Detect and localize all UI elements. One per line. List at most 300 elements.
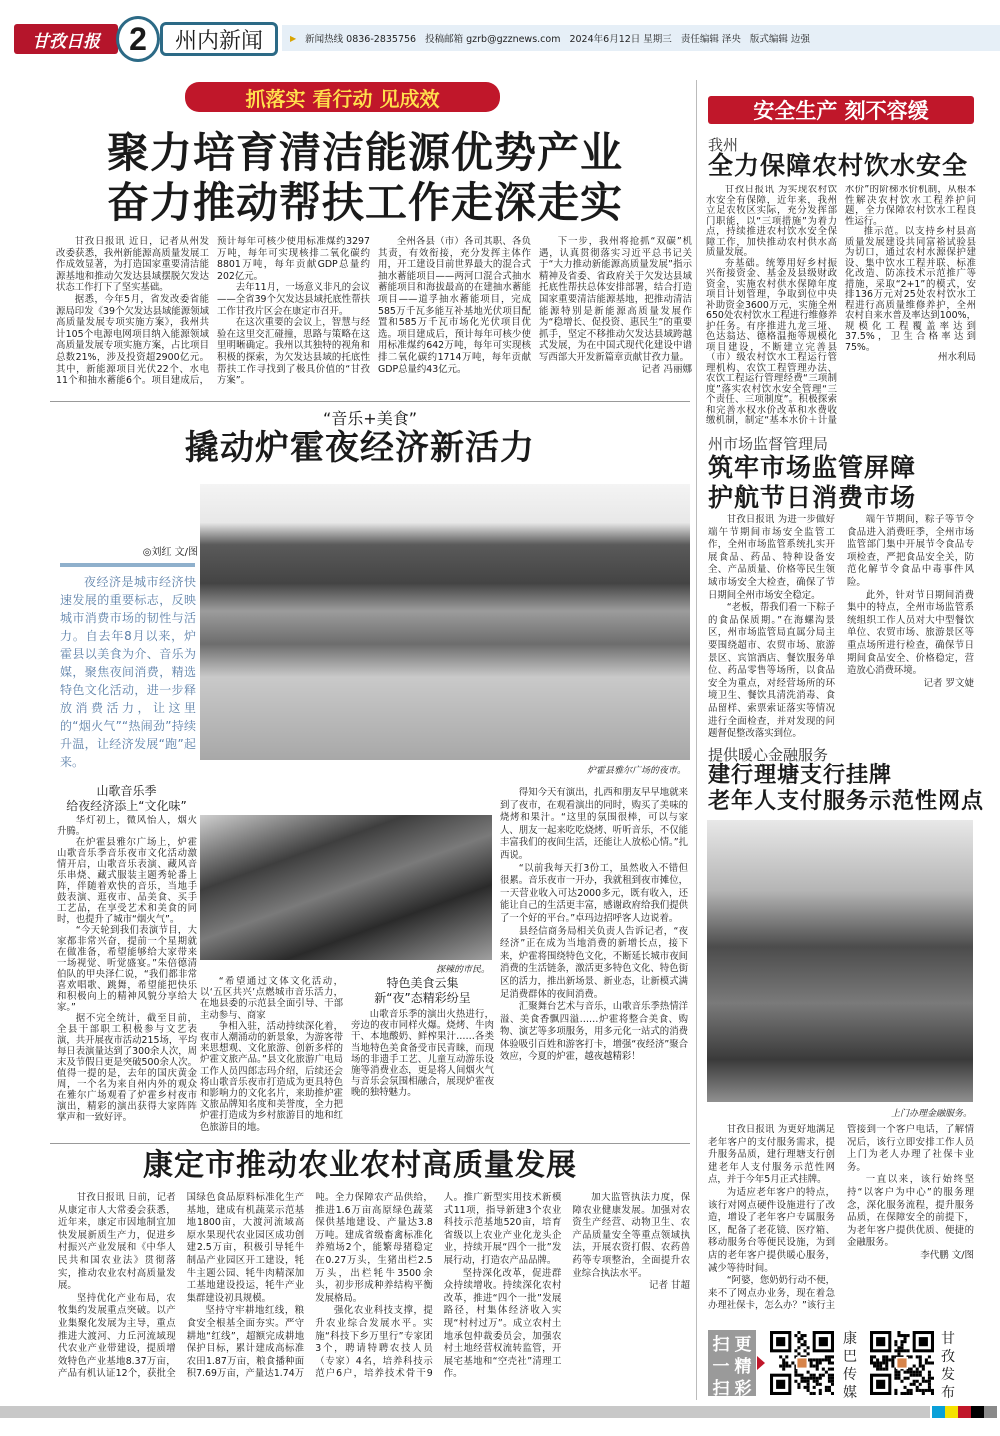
- qr-module: [897, 1346, 900, 1349]
- paragraph: 一直以来，该行始终坚持“以客户为中心”的服务理念，深化服务流程，提升服务品质，在保障安全的前提下，为老年客户提供优质、便捷的金融服务。: [847, 1174, 974, 1249]
- qr-module: [900, 1380, 903, 1383]
- scan-char: 扫: [712, 1379, 730, 1399]
- qr-module: [913, 1365, 916, 1368]
- qr-module: [897, 1334, 900, 1337]
- qr-module: [897, 1358, 906, 1367]
- qr-module: [800, 1377, 803, 1380]
- qr-module: [894, 1374, 897, 1377]
- header-info-strip: [282, 25, 1000, 51]
- qr-module: [807, 1377, 810, 1380]
- qr-module: [907, 1371, 910, 1374]
- email: 投稿邮箱 gzrb@gzznews.com: [425, 34, 561, 45]
- qr-module: [828, 1374, 831, 1377]
- qr-module: [813, 1386, 816, 1389]
- author: 记者 罗文婕: [923, 677, 974, 689]
- qr-module: [782, 1368, 785, 1371]
- qr-module: [904, 1377, 907, 1380]
- safety-banner: 安全生产 刻不容缓: [708, 96, 974, 124]
- qr-module: [813, 1392, 816, 1395]
- bank-photo-caption: 上门办理金融服务。: [890, 1109, 972, 1119]
- scan-char: 更: [734, 1335, 752, 1355]
- qr-module: [925, 1361, 928, 1364]
- paragraph: 据悉，今年5月，省发改委省能源局印发《39个欠发达县域能源领域高质量发展专项实施方案》，我州共计105个电源电网项目纳入能源领域高质量发展专项实施方案，占比项目总数21%，涉及投资超2900亿元。其中，新能源项目光伏22个、水电11个和抽水蓄能6个。项目建成后，预计每年可核少使用标准煤约3297万吨，每年可实现核排二氧化碳约8801万吨，每年贡献GDP总量约202亿元。: [56, 236, 370, 387]
- qr-module: [807, 1383, 810, 1386]
- paragraph: “今天轮到我们表演节目，大家都非常兴奋，提前一个星期就在做准备，希望能够给大家带来一场视觉、听觉盛宴。”朱倍德清伯队的甲央泽仁说，“我们都非常喜欢唱歌、跳舞，希望能把快乐和积极向上的精神风貌分享给大家。”: [57, 925, 197, 1013]
- author: 李代鹏 文/图: [920, 1249, 974, 1261]
- article1-title: [40, 128, 690, 228]
- qr-module: [794, 1349, 797, 1352]
- editor: 责任编辑 泽央: [680, 34, 741, 45]
- water-title: 全力保障农村饮水安全: [708, 151, 969, 180]
- qr-module: [810, 1358, 813, 1361]
- qr-module: [922, 1389, 925, 1392]
- qr-module: [797, 1352, 800, 1355]
- color-swatch: [958, 1406, 971, 1418]
- qr-module: [785, 1361, 788, 1364]
- qr-module: [776, 1380, 785, 1389]
- title-line: 护航节日消费市场: [708, 483, 917, 512]
- qr-module: [913, 1380, 916, 1383]
- water-kicker: 我州: [708, 136, 739, 154]
- qr-module: [822, 1374, 825, 1377]
- qr-module: [819, 1358, 822, 1361]
- qr-module: [831, 1361, 834, 1364]
- qr-module: [797, 1358, 806, 1367]
- qr-module: [900, 1343, 903, 1346]
- qr-module: [816, 1368, 819, 1371]
- qr-module: [813, 1358, 816, 1361]
- bank-service-photo: [707, 820, 973, 1102]
- qr-module: [919, 1365, 922, 1368]
- qr-module: [910, 1374, 913, 1377]
- paragraph: 甘孜日报讯 为更好地满足老年客户的支付服务需求，提升服务品质，建行理塘支行创建老年人支付服务示范性网点，并于今年5月正式挂牌。: [708, 1124, 835, 1186]
- photo1-caption: 炉霍县雅尔广场的夜市。: [586, 766, 686, 776]
- qr-module: [894, 1377, 897, 1380]
- paragraph: 华灯初上，微风怡人，烟火升腾。: [57, 815, 197, 837]
- article2-byline: ◎刘红 文/图: [142, 547, 198, 558]
- article2-intro: 夜经济是城市经济快速发展的重要标志，反映城市消费市场的韧性与活力。自去年8月以来，炉霍县以美食为介、音乐为媒，聚焦夜间消费，精选特色文化活动，进一步释放消费活力，让这里的“烟火气”“热闹劲”持续升温，让经济发展“跑”起来。: [60, 575, 196, 769]
- divider: [50, 401, 690, 402]
- qr-module: [831, 1368, 834, 1371]
- qr-module: [813, 1377, 816, 1380]
- qr-module: [776, 1337, 785, 1346]
- qr-module: [797, 1337, 800, 1340]
- qr-module: [782, 1361, 785, 1364]
- qr-module: [825, 1358, 828, 1361]
- qr-module: [919, 1389, 922, 1392]
- article1-body: [56, 236, 692, 398]
- qr-module: [807, 1389, 810, 1392]
- qr-module: [831, 1383, 834, 1386]
- qr-module: [816, 1377, 819, 1380]
- bank-kicker: 提供暖心金融服务: [708, 746, 829, 764]
- qr-module: [794, 1374, 797, 1377]
- qr-module: [916, 1374, 919, 1377]
- main-banner: 抓落实 看行动 见成效: [185, 82, 500, 112]
- paragraph: 端午节期间，粽子等节令食品进入消费旺季，全州市场监管部门集中开展节令食品专项检查，严把食品安全关，防范化解节令食品中毒事件风险。: [847, 514, 974, 588]
- qr-module: [922, 1368, 925, 1371]
- qr-module: [876, 1358, 879, 1361]
- qr-module: [928, 1374, 931, 1377]
- qr-module: [913, 1371, 916, 1374]
- qr-module: [900, 1349, 903, 1352]
- qr-module: [807, 1346, 810, 1349]
- article2-right-column: [500, 787, 688, 1139]
- article2-left-column: [57, 815, 197, 1141]
- qr-module: [910, 1389, 913, 1392]
- qr-module: [779, 1365, 782, 1368]
- qr-module: [931, 1361, 934, 1364]
- author: 记者 甘超: [648, 1280, 690, 1292]
- article3-title: 康定市推动农业农村高质量发展: [143, 1148, 577, 1183]
- qr-module: [904, 1392, 907, 1395]
- qr-module: [897, 1352, 900, 1355]
- qr-module: [791, 1361, 794, 1364]
- qr-module: [831, 1377, 834, 1380]
- qr-module: [870, 1358, 873, 1361]
- qr-module: [819, 1374, 822, 1377]
- qr-module: [782, 1358, 785, 1361]
- qr-module: [916, 1380, 919, 1383]
- qr-module: [828, 1389, 831, 1392]
- qr-module: [794, 1334, 797, 1337]
- paragraph: 甘孜日报讯 为实现农村饮水安全有保障，近年来，我州立足农牧区实际，充分发挥部门职能，以“三项措施”为着力点，持续推进农村饮水安全保障工作，加快推动农村供水高质量发展。: [706, 185, 837, 258]
- qr-module: [882, 1355, 885, 1358]
- arrow-right-icon: [757, 1356, 765, 1370]
- qr-module: [816, 1365, 819, 1368]
- qr-module: [888, 1358, 891, 1361]
- article2-subheading-1: [58, 784, 195, 814]
- page-number: 2: [116, 16, 160, 62]
- title-line: 奋力推动帮扶工作走深走实: [106, 178, 623, 227]
- qr-module: [813, 1365, 816, 1368]
- qr-code-kangba[interactable]: [770, 1331, 834, 1395]
- qr-module: [897, 1371, 900, 1374]
- qr-module: [910, 1371, 913, 1374]
- color-swatch: [984, 1406, 997, 1418]
- title-line: 聚力培育清洁能源优势产业: [106, 128, 623, 177]
- qr-module: [825, 1386, 828, 1389]
- layout-editor: 版式编辑 边强: [749, 34, 810, 45]
- paragraph: 在炉霍县雅尔广场上，炉霍山歌音乐季音乐夜市文化活动激情开启，山歌音乐表演、藏风音乐串烧、藏式服装主题秀轮番上阵，伴随着欢快的音乐，当地手鼓表演、逛夜市、品美食、买手工艺品，在享受艺术和美食的同时，也提升了城市“烟火气”。: [57, 837, 197, 925]
- qr-module: [816, 1361, 819, 1364]
- qr-module: [928, 1371, 931, 1374]
- qr-module: [919, 1358, 922, 1361]
- qr-module: [907, 1389, 910, 1392]
- qr-module: [876, 1368, 879, 1371]
- qr-module: [876, 1365, 879, 1368]
- qr-module: [810, 1365, 813, 1368]
- qr-module: [797, 1374, 800, 1377]
- qr-module: [919, 1371, 922, 1374]
- qr-module: [919, 1361, 922, 1364]
- paragraph: 得知今天有演出，扎西和朋友早早地就来到了夜市，在观看演出的同时，购买了美味的烧烤和果汁。“这里的氛围很棒，可以与家人、朋友一起来吃吃烧烤、听听音乐，不仅能丰富我们的夜间生活，还能让人放松心情。”扎西说。: [500, 787, 688, 861]
- paragraph: 为适应老年客户的特点，该行对网点硬件设施进行了改造，增设了老年客户专属服务区，配备了老花镜、医疗箱、移动服务台等便民设施，为到店的老年客户提供暖心服务，减少等待时间。: [708, 1186, 835, 1274]
- qr-module: [876, 1337, 885, 1346]
- qr-module: [782, 1365, 785, 1368]
- qr-module: [785, 1355, 788, 1358]
- paragraph: 山歌音乐季的演出火热进行，旁边的夜市同样火爆。烧烤、牛肉干、本地酸奶、鲜榨果汁……各类当地特色美食备受市民青睐，而现场的非遗手工艺、儿童互动游乐设施等消费业态，更是将人间烟火气与音乐会氛围相融合，展现炉霍夜晚的独特魅力。: [351, 1009, 494, 1099]
- title-line: 筑牢市场监管屏障: [708, 453, 917, 482]
- qr-module: [828, 1380, 831, 1383]
- qr-module: [894, 1349, 897, 1352]
- qr-module: [831, 1374, 834, 1377]
- market-body: [708, 514, 974, 744]
- qr-module: [900, 1334, 903, 1337]
- paragraph: “老板，帮我们看一下粽子的食品保质期。”在海螺沟景区，州市场监管局直属分局主要围绕超市、农贸市场、旅游景区、宾馆酒店、餐饮服务单位、药品零售等场所，以食品安全为重点，对经营场所的环境卫生、餐饮具清洗消毒、食品留样、索票索证落实等情况进行全面检查，并对发现的问题督促整改落实到位。: [708, 602, 835, 740]
- paragraph: 在这次重要的会议上，智慧与经验在这里交汇碰撞，思路与策略在这里明晰确定。我州以其独特的视角和积极的探索，为欠发达县域的托底性帮扶工作寻找到了极具价值的“甘孜方案”。: [217, 317, 370, 387]
- qr-module: [831, 1355, 834, 1358]
- qr-module: [882, 1361, 885, 1364]
- qr-module: [907, 1349, 910, 1352]
- qr-module: [822, 1368, 825, 1371]
- paragraph: 强化农业科技支撑，提升农业综合发展水平。实施“科技下乡万里行”专家团3个，聘请特聘农技人员（专家）4名，培养科技示范户6户，培养技术骨干9人。推广新型实用技术新模式11项，指导新建3个农业科技示范基地520亩，培育省级以上农业产业化龙头企业，持续开展“四个一批”发展行动，打造农产品品牌。: [315, 1192, 562, 1380]
- column-divider: [696, 80, 697, 1400]
- qr-module: [831, 1380, 834, 1383]
- qr-module: [919, 1355, 922, 1358]
- qr-module: [797, 1386, 800, 1389]
- subheading-line: 给夜经济添上“文化味”: [66, 799, 187, 813]
- divider: [50, 1143, 690, 1144]
- market-visitors-photo: [200, 815, 492, 960]
- scan-char: 扫: [712, 1335, 730, 1355]
- qr-module: [828, 1386, 831, 1389]
- qr-module: [779, 1355, 782, 1358]
- qr-module: [810, 1374, 813, 1377]
- qr-module: [919, 1337, 928, 1346]
- qr-module: [916, 1386, 919, 1389]
- qr-module: [907, 1377, 910, 1380]
- qr-module: [804, 1380, 807, 1383]
- qr-module: [819, 1392, 822, 1395]
- qr-module: [882, 1368, 885, 1371]
- qr-module: [910, 1383, 913, 1386]
- qr-module: [813, 1374, 816, 1377]
- bank-body: [708, 1124, 974, 1318]
- qr-module: [873, 1365, 876, 1368]
- paragraph: 坚持守牢耕地红线，粮食安全根基全面夯实。严守耕地“红线”，超额完成耕地保护目标，累计建成高标准农田1.87万亩，粮食播种面积7.69万亩，产量达1.74万吨。全力保障农产品供给，推进1.6万亩高原绿色蔬菜保供基地建设、产量达3.8万吨。建成省级畜禽标准化养殖场2个，能繁母猪稳定在0.27万头，生猪出栏2.5万头，出栏牦牛3500余头，初步形成种养结构平衡发展格局。: [186, 1192, 433, 1380]
- qr-module: [885, 1358, 888, 1361]
- qr-module: [825, 1355, 828, 1358]
- qr-module: [894, 1340, 897, 1343]
- qr-module: [816, 1383, 819, 1386]
- paragraph: 加大监管执法力度，保障农业健康发展。加强对农资生产经营、动物卫生、农产品质量安全等重点领域执法，开展农资打假、农药兽药等专项整治，全面提升农业综合执法水平。: [572, 1192, 690, 1279]
- qr-module: [885, 1355, 888, 1358]
- paragraph: 坚持优化产业布局，农牧集约发展重点突破。以产业集聚化发展为主导，重点推进大渡河、力丘河流域现代农业产业带建设，提质增效特色产业基地8.37万亩，产品有机认证12个，获批全国绿色食品原料标准化生产基地，建成有机蔬菜示范基地1800亩，大渡河流域高原水果现代农业园区成功创建2.5万亩，积极引导牦牛制品产业园区开工建设，牦牛主题公园、牦牛肉精深加工基地建设投运，牦牛产业集群建设初具规模。: [58, 1192, 305, 1380]
- qr-module: [931, 1392, 934, 1395]
- paragraph: 汇聚舞台艺术与音乐，山歌音乐季热情洋溢、美食香飘四溢……炉霍将整合美食、购物、演艺等多项服务，用多元化一站式的消费体验吸引百姓和游客打卡，增强“夜经济”聚合效应，今夏的炉霍，越夜越精彩！: [500, 1001, 688, 1063]
- qr-module: [885, 1368, 888, 1371]
- qr-module: [828, 1361, 831, 1364]
- color-swatch: [971, 1406, 984, 1418]
- qr-module: [804, 1340, 807, 1343]
- qr-module: [879, 1368, 882, 1371]
- qr-module: [873, 1355, 876, 1358]
- qr-module: [785, 1365, 788, 1368]
- scan-char: 一: [712, 1357, 730, 1377]
- article2-under-photo-columns: [200, 976, 494, 1140]
- qr-module: [900, 1346, 903, 1349]
- qr-module: [794, 1371, 797, 1374]
- qr-module: [894, 1392, 897, 1395]
- color-swatch: [932, 1406, 945, 1418]
- qr-module: [828, 1368, 831, 1371]
- qr-module: [913, 1383, 916, 1386]
- qr-module: [804, 1343, 807, 1346]
- title-line: 老年人支付服务示范性网点: [708, 789, 985, 814]
- qr-module: [904, 1340, 907, 1343]
- paragraph: 县经信商务局相关负责人告诉记者，“夜经济”正在成为当地消费的新增长点，接下来，炉霍将围绕特色文化，不断延长城市夜间消费的生活链条，激活更多特色文化、特色街区的活力，推出新场景、新业态，让新模式满足消费群体的夜间消费。: [500, 925, 688, 1000]
- qr-module: [819, 1361, 822, 1364]
- qr-module: [788, 1365, 791, 1368]
- paragraph: 推示范。以支持乡村县高质量发展建设共同富裕试验县为切口，通过农村水源保护建设、集中饮水工程并联、标准化改造、防冻技术示范推广等措施，采取“2+1”的模式，安排136万元对25处农村饮水工程进行高质量维修养护，全州农村自来水普及率达到100%，规模化工程覆盖率达到37.5%，卫生合格率达到75%。: [845, 226, 976, 353]
- qr-module: [891, 1355, 894, 1358]
- qr-module: [928, 1355, 931, 1358]
- paragraph: 甘孜日报讯 日前，记者从康定市人大常委会获悉，近年来，康定市因地制宜加快发展新质生产力，促进乡村振兴产业发展和《中华人民共和国农业法》贯彻落实，推动农业农村高质量发展。: [58, 1192, 176, 1292]
- paragraph: 此外，针对节日期间消费集中的特点，全州市场监管系统组织工作人员对大中型餐饮单位、农贸市场、旅游景区等重点场所进行检查，确保节日期间食品安全、价格稳定，营造放心消费环境。: [847, 589, 974, 677]
- paragraph: 甘孜日报讯 为进一步做好端午节期间市场安全监管工作，全州市场监管系统扎实开展食品、药品、特种设备安全、产品质量、价格等民生领域市场安全大检查，确保了节日期间全州市场安全稳定。: [708, 514, 835, 601]
- paragraph: “希望通过文体文化活动，以‘五区共兴’点燃城市音乐活力，在地县委的示范县全面引导、干部主动参与、商家: [200, 976, 343, 1021]
- qr-module: [873, 1361, 876, 1364]
- qr-module: [813, 1380, 816, 1383]
- qr-module: [831, 1392, 834, 1395]
- qr-module: [807, 1380, 810, 1383]
- market-title: [708, 453, 916, 513]
- qr-module: [828, 1358, 831, 1361]
- qr-module: [825, 1389, 828, 1392]
- qr-module: [810, 1361, 813, 1364]
- paragraph: 据不完全统计，截至目前，全县干部职工积极参与文艺表演，共开展夜市活动215场，平均每日表演量达到了300余人次，周末及节假日更是突破500余人次。值得一提的是，去年的国庆黄金周，一个名为来自州内外的观众在雅尔广场观看了炉霍乡村夜市演出，精彩的演出获得大家阵阵掌声和一致好评。: [57, 1013, 197, 1123]
- qr-module: [907, 1392, 910, 1395]
- water-body: [706, 185, 976, 431]
- qr1-label: 康巴传媒: [843, 1331, 857, 1401]
- article2-subheading-2: [351, 976, 494, 1006]
- paragraph: 争相入驻，活动持续深化着，夜市人潮涌动的新景象，为游客带来思想观、文化旅游、创新多样的炉霍文旅产品。”县文化旅游广电局工作人员四郎志玛介绍，后续还会将山歌音乐夜市打造成为更具特色和影响力的文化名片，来助推炉霍文旅品牌知名度和美誉度，全力把炉霍打造成为乡村旅游目的地和红色旅游目的地。: [200, 1020, 343, 1133]
- qr-module: [925, 1389, 928, 1392]
- qr-module: [807, 1371, 810, 1374]
- paragraph: 全州各县（市）各司其职、各负其责，有效衔接，充分发挥主体作用，开工建设目前世界最大的混合式抽水蓄能项目——两河口混合式抽水蓄能项目和海拔最高的在建抽水蓄能项目——道孚抽水蓄能项目，完成585万千瓦多能互补基地光伏项目配置和585万千瓦市场化光伏项目优选。项目建成后，预计每年可核少使用标准煤约642万吨，每年可实现核排二氧化碳约1714万吨，每年贡献GDP总量约43亿元。: [378, 236, 531, 375]
- paragraph: 夯基础。统筹用好乡村振兴衔接资金、基金及县级财政资金，实施农村供水保障年度项目计划管理，争取到位中央补助资金3600万元，实施全州650处农村饮水工程进行维修养护任务。有序推进九龙三垭、色达翁达、德格温拖等规模化项目建设，不断建立完善县（市）级农村饮水工程运行管理机构、农饮工程管理办法、农饮工程运行管理经费“三项制度”落实农村饮水安全管理“三个责任、三项制度”。积极探索和完善水权水价改革和水费收缴机制，制定“基本水价＋计量水价”的阶梯水价机制，从根本性解决农村饮水工程养护问题，全力保障农村饮水工程良性运行。: [706, 185, 976, 426]
- qr-module: [800, 1334, 803, 1337]
- qr-module: [828, 1355, 831, 1358]
- qr-module: [891, 1361, 894, 1364]
- qr-module: [916, 1371, 919, 1374]
- qr-module: [819, 1377, 822, 1380]
- qr-module: [804, 1334, 807, 1337]
- qr-module: [897, 1349, 900, 1352]
- qr-module: [800, 1374, 803, 1377]
- qr-module: [910, 1392, 913, 1395]
- qr-module: [928, 1377, 931, 1380]
- paragraph: 甘孜日报讯 近日，记者从州发改委获悉，我州新能源高质量发展工作成效显著，为打造国家重要清洁能源基地和推动欠发达县域摆脱欠发达状态工作打下了坚实基础。: [56, 236, 209, 294]
- qr-module: [919, 1374, 922, 1377]
- qr-module: [816, 1380, 819, 1383]
- qr-module: [931, 1389, 934, 1392]
- qr-module: [807, 1352, 810, 1355]
- qr-module: [928, 1383, 931, 1386]
- qr-module: [897, 1377, 900, 1380]
- article3-body: [58, 1192, 690, 1392]
- qr-module: [925, 1358, 928, 1361]
- scan-char: 彩: [734, 1379, 752, 1399]
- subheading-line: 山歌音乐季: [96, 784, 157, 798]
- author: 记者 冯丽娜: [641, 363, 692, 375]
- qr-module: [879, 1361, 882, 1364]
- scan-char: 精: [734, 1357, 752, 1377]
- hotline: 新闻热线 0836-2835756: [305, 34, 417, 45]
- qr-module: [928, 1380, 931, 1383]
- qr-module: [904, 1371, 907, 1374]
- qr-module: [928, 1361, 931, 1364]
- qr-module: [910, 1368, 913, 1371]
- qr-module: [928, 1386, 931, 1389]
- qr-module: [828, 1377, 831, 1380]
- qr-module: [904, 1386, 907, 1389]
- qr-module: [804, 1377, 807, 1380]
- qr-module: [897, 1374, 900, 1377]
- section-title: 州内新闻: [160, 22, 278, 56]
- qr-module: [810, 1392, 813, 1395]
- bottom-bar: [0, 1406, 930, 1418]
- qr-module: [794, 1380, 797, 1383]
- qr-module: [900, 1392, 903, 1395]
- qr-module: [900, 1340, 903, 1343]
- decorative-bar: [60, 563, 195, 567]
- newspaper-logo: 甘孜日报: [14, 24, 118, 54]
- qr-module: [879, 1365, 882, 1368]
- qr-module: [907, 1334, 910, 1337]
- article2-title: 撬动炉霍夜经济新活力: [185, 428, 535, 468]
- article2-kicker: “音乐+美食”: [323, 409, 417, 428]
- qr-module: [922, 1380, 925, 1383]
- qr-module: [804, 1349, 807, 1352]
- qr-module: [904, 1349, 907, 1352]
- qr-module: [922, 1392, 925, 1395]
- qr-module: [819, 1337, 828, 1346]
- qr-module: [797, 1331, 800, 1334]
- qr-module: [931, 1377, 934, 1380]
- qr-module: [800, 1343, 803, 1346]
- color-swatch: [945, 1406, 958, 1418]
- paragraph: “阿婆，您奶奶行动不便，来不了网点办业务，现在着急办理社保卡，怎么办？”该行主管接到一个客户电话，了解情况后，该行立即安排工作人员上门为老人办理了社保卡业务。: [708, 1124, 974, 1312]
- qr-module: [816, 1358, 819, 1361]
- qr-module: [885, 1361, 888, 1364]
- qr-module: [904, 1337, 907, 1340]
- qr-module: [804, 1386, 807, 1389]
- qr-module: [797, 1340, 800, 1343]
- qr-module: [825, 1371, 828, 1374]
- qr-module: [819, 1389, 822, 1392]
- qr-module: [894, 1371, 897, 1374]
- qr-module: [897, 1331, 900, 1334]
- qr-module: [807, 1386, 810, 1389]
- date: 2024年6月12日 星期三: [569, 34, 672, 45]
- qr-module: [928, 1389, 931, 1392]
- qr-module: [882, 1358, 885, 1361]
- qr-module: [885, 1365, 888, 1368]
- author: 州水利局: [937, 352, 976, 363]
- paragraph: “以前我每天打3份工，虽然收入不错但很累。音乐夜市一开办，我就租到夜市摊位，一天营业收入可达2000多元，既有收入，还能让自己的生活更丰富，感谢政府给我们提供了一个好的平台。”卓玛边招呼客人边说着。: [500, 862, 688, 924]
- qr-module: [810, 1377, 813, 1380]
- qr-code-ganzi[interactable]: [870, 1331, 934, 1395]
- qr-module: [922, 1377, 925, 1380]
- qr-module: [922, 1365, 925, 1368]
- color-registration-bar: [932, 1406, 997, 1418]
- qr-module: [894, 1343, 897, 1346]
- qr-module: [876, 1361, 879, 1364]
- qr-module: [916, 1368, 919, 1371]
- subheading-line: 特色美食云集: [386, 976, 459, 990]
